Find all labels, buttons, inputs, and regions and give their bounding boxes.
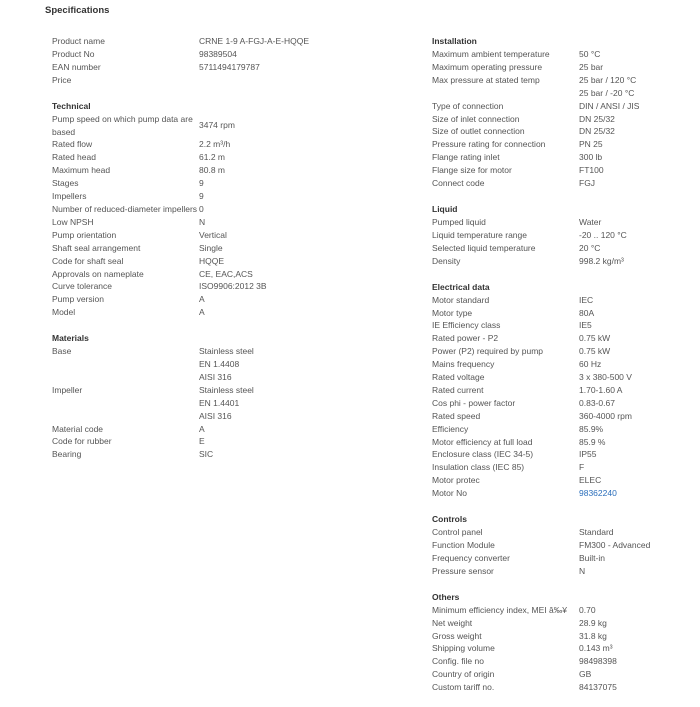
spec-value-line: Standard — [579, 527, 614, 538]
spec-value — [579, 113, 692, 126]
spec-value — [579, 617, 692, 630]
spec-row — [432, 177, 692, 190]
spec-label: Low NPSH — [52, 216, 94, 227]
spec-value-line: N — [199, 216, 206, 227]
spec-row — [52, 61, 352, 74]
spec-value-line: 61.2 m — [199, 152, 225, 163]
spec-label: Product No — [52, 48, 95, 59]
spec-row — [432, 216, 692, 229]
spec-value-line: F — [579, 462, 585, 473]
spec-value-line: SIC — [199, 449, 214, 460]
spec-value-line: DN 25/32 — [579, 113, 615, 124]
spec-value — [199, 164, 352, 177]
spec-row — [432, 487, 692, 500]
spec-value-line: FM300 - Advanced — [579, 540, 651, 550]
section-header-liquid: Liquid — [432, 203, 458, 214]
spec-value — [579, 655, 692, 668]
spec-value — [579, 630, 692, 643]
spec-value-line: IEC — [579, 294, 594, 305]
spec-label: IE Efficiency class — [432, 320, 501, 331]
spec-row — [432, 642, 692, 655]
spec-row — [52, 113, 352, 139]
spec-value-line: Water — [579, 216, 602, 227]
spec-row — [432, 526, 692, 539]
spec-label: Curve tolerance — [52, 281, 113, 292]
spec-value-line: PN 25 — [579, 139, 603, 150]
spec-label: Stages — [52, 178, 79, 189]
spec-row — [432, 255, 692, 268]
spec-row — [432, 617, 692, 630]
right-spec-column — [432, 35, 692, 707]
spec-value — [579, 436, 692, 449]
spec-label: Rated power - P2 — [432, 333, 499, 344]
spec-label: EAN number — [52, 61, 101, 72]
spec-value-line: 0 — [199, 203, 204, 214]
spec-label: Size of inlet connection — [432, 113, 520, 124]
spec-row — [52, 48, 352, 61]
spec-value-line: 3474 rpm — [199, 120, 235, 131]
spec-row — [432, 113, 692, 126]
spec-label: Liquid temperature range — [432, 229, 527, 240]
spec-row — [432, 61, 692, 74]
spec-value — [199, 448, 352, 461]
spec-row — [432, 358, 692, 371]
spec-row — [52, 164, 352, 177]
spec-row — [52, 203, 352, 216]
spec-row — [432, 319, 692, 332]
spec-label: Maximum ambient temperature — [432, 49, 550, 59]
spec-label: Product name — [52, 36, 105, 46]
spec-value — [199, 190, 352, 203]
spec-value-line: 0.75 kW — [579, 346, 611, 357]
spec-label: Motor No — [432, 488, 467, 499]
spec-value-line: Vertical — [199, 229, 227, 240]
spec-label: Type of connection — [432, 100, 504, 111]
spec-value-line: 84137075 — [579, 682, 617, 693]
spec-row — [52, 216, 352, 229]
spec-label: Motor standard — [432, 294, 490, 305]
spec-value — [579, 74, 692, 100]
section-header-technical: Technical — [52, 100, 91, 111]
section-header-installation: Installation — [432, 36, 477, 46]
spec-label: Rated current — [432, 384, 484, 395]
spec-value — [199, 345, 352, 384]
spec-value-line: 25 bar / 120 °C — [579, 74, 637, 85]
spec-value — [199, 113, 352, 139]
spec-row — [52, 190, 352, 203]
spec-value — [199, 229, 352, 242]
spec-value — [579, 307, 692, 320]
spec-value-line: HQQE — [199, 255, 225, 266]
page-title: Specifications — [45, 5, 110, 16]
spec-value-line: CE, EAC,ACS — [199, 268, 253, 279]
spec-value-line: 85.9 % — [579, 436, 606, 447]
spec-value-line: FT100 — [579, 165, 604, 176]
spec-label: Shaft seal arrangement — [52, 242, 141, 253]
spec-value — [579, 151, 692, 164]
spec-row — [432, 100, 692, 113]
spec-label: Enclosure class (IEC 34-5) — [432, 449, 534, 460]
spec-label: Insulation class (IEC 85) — [432, 462, 525, 473]
spec-value-line: 0.83-0.67 — [579, 397, 615, 408]
spec-value — [199, 177, 352, 190]
spec-value-line: 0.75 kW — [579, 333, 611, 344]
spec-value-line: 300 lb — [579, 152, 603, 163]
spec-value — [579, 164, 692, 177]
spec-value-line: N — [579, 565, 586, 576]
left-spec-column — [52, 35, 352, 474]
spec-value — [579, 423, 692, 436]
spec-value — [199, 74, 352, 87]
spec-value-line: EN 1.4401 — [199, 397, 240, 408]
spec-label: Maximum operating pressure — [432, 61, 543, 72]
spec-value — [199, 293, 352, 306]
spec-value — [579, 294, 692, 307]
spec-value — [579, 177, 692, 190]
spec-label: Frequency converter — [432, 552, 510, 563]
spec-value-line: 9 — [199, 178, 204, 189]
spec-label: Control panel — [432, 527, 483, 538]
spec-label: Flange size for motor — [432, 165, 512, 176]
spec-row — [432, 164, 692, 177]
spec-value-line: 85.9% — [579, 423, 604, 434]
spec-value-line: 25 bar / -20 °C — [579, 87, 635, 98]
spec-label: Motor type — [432, 307, 473, 318]
spec-row — [52, 151, 352, 164]
spec-label: Function Module — [432, 540, 495, 550]
section-liquid — [432, 203, 692, 268]
spec-value-line: 20 °C — [579, 242, 601, 253]
spec-label: Country of origin — [432, 669, 495, 680]
spec-label: Efficiency — [432, 423, 469, 434]
spec-row — [432, 604, 692, 617]
spec-row — [52, 229, 352, 242]
spec-value — [199, 242, 352, 255]
spec-value — [579, 526, 692, 539]
spec-row — [432, 655, 692, 668]
spec-label: Impellers — [52, 191, 87, 202]
spec-row — [52, 448, 352, 461]
spec-value — [579, 384, 692, 397]
spec-row — [432, 552, 692, 565]
spec-label: Maximum head — [52, 165, 111, 176]
spec-row — [432, 332, 692, 345]
spec-value — [579, 216, 692, 229]
spec-value — [579, 319, 692, 332]
spec-row — [52, 268, 352, 281]
section-header-materials: Materials — [52, 333, 89, 344]
spec-label: Power (P2) required by pump — [432, 346, 544, 357]
spec-value — [199, 151, 352, 164]
spec-label: Pressure rating for connection — [432, 139, 546, 150]
spec-row — [432, 371, 692, 384]
spec-label: Pressure sensor — [432, 565, 494, 576]
spec-value-line: 9 — [199, 191, 204, 202]
section-technical — [52, 100, 352, 320]
spec-row — [432, 474, 692, 487]
spec-value-line: 80.8 m — [199, 165, 225, 176]
spec-value-line: 5711494179787 — [199, 61, 260, 72]
spec-value — [579, 565, 692, 578]
spec-row — [432, 307, 692, 320]
spec-value — [199, 384, 352, 423]
spec-label: Material code — [52, 423, 104, 434]
spec-label: Connect code — [432, 178, 485, 189]
spec-value — [199, 48, 352, 61]
section-header-electrical: Electrical data — [432, 281, 490, 292]
section-others — [432, 591, 692, 694]
spec-label: Minimum efficiency index, MEI â‰¥ — [432, 604, 567, 615]
spec-row — [52, 293, 352, 306]
spec-value-line: Stainless steel — [199, 346, 254, 357]
spec-value — [199, 61, 352, 74]
spec-row — [52, 384, 352, 423]
section-header-others: Others — [432, 591, 460, 602]
spec-row — [432, 242, 692, 255]
spec-label: Motor efficiency at full load — [432, 436, 533, 447]
spec-label: Shipping volume — [432, 643, 495, 654]
spec-value-line: E — [199, 436, 205, 447]
spec-value-line: DN 25/32 — [579, 126, 615, 137]
spec-label: Pump orientation — [52, 229, 117, 240]
spec-row — [52, 35, 352, 48]
spec-value-line: 360-4000 rpm — [579, 410, 632, 421]
spec-label: Pump speed on which pump data are based — [52, 113, 193, 137]
spec-row — [432, 294, 692, 307]
spec-row — [52, 345, 352, 384]
spec-label: Code for rubber — [52, 436, 112, 447]
spec-row — [52, 74, 352, 87]
spec-row — [432, 229, 692, 242]
spec-value — [579, 138, 692, 151]
spec-value-line: 50 °C — [579, 49, 601, 59]
spec-row — [432, 138, 692, 151]
spec-value — [579, 242, 692, 255]
spec-label: Price — [52, 74, 72, 85]
spec-value — [579, 474, 692, 487]
spec-label: Bearing — [52, 449, 82, 460]
spec-value-line: DIN / ANSI / JIS — [579, 100, 640, 111]
spec-value-line: ELEC — [579, 475, 602, 486]
spec-value — [579, 61, 692, 74]
spec-value — [579, 552, 692, 565]
section-materials — [52, 332, 352, 461]
spec-value — [579, 487, 692, 500]
spec-value-line: FGJ — [579, 178, 596, 189]
spec-value-line: 3 x 380-500 V — [579, 372, 632, 383]
spec-row — [52, 255, 352, 268]
spec-value-line: -20 .. 120 °C — [579, 229, 627, 240]
spec-label: Model — [52, 307, 76, 318]
spec-value — [579, 642, 692, 655]
spec-row — [432, 565, 692, 578]
spec-value-line: 80A — [579, 307, 595, 318]
spec-value-line: ISO9906:2012 3B — [199, 281, 267, 292]
spec-label: Base — [52, 346, 72, 357]
spec-value-line: AISI 316 — [199, 371, 232, 382]
spec-value-line: A — [199, 307, 205, 318]
spec-label: Density — [432, 255, 461, 266]
spec-row — [432, 630, 692, 643]
spec-row — [432, 345, 692, 358]
spec-row — [432, 74, 692, 100]
spec-label: Net weight — [432, 617, 473, 628]
spec-label: Flange rating inlet — [432, 152, 500, 163]
spec-label: Pumped liquid — [432, 216, 486, 227]
section-header-controls: Controls — [432, 514, 467, 525]
spec-value-line: 60 Hz — [579, 359, 602, 370]
spec-row — [52, 423, 352, 436]
spec-row — [52, 242, 352, 255]
spec-value-line: GB — [579, 669, 592, 680]
spec-label: Approvals on nameplate — [52, 268, 144, 279]
spec-value — [579, 100, 692, 113]
spec-row — [432, 397, 692, 410]
spec-value-line: Single — [199, 242, 223, 253]
spec-value-line: Stainless steel — [199, 384, 254, 395]
spec-label: Gross weight — [432, 630, 482, 641]
spec-value-line: A — [199, 294, 205, 305]
spec-value — [199, 138, 352, 151]
spec-label: Selected liquid temperature — [432, 242, 536, 253]
section-installation — [432, 35, 692, 190]
spec-value — [579, 604, 692, 617]
spec-label: Pump version — [52, 294, 104, 305]
spec-value — [579, 358, 692, 371]
spec-label: Motor protec — [432, 475, 480, 486]
spec-value — [199, 435, 352, 448]
spec-row — [432, 423, 692, 436]
spec-label: Impeller — [52, 384, 83, 395]
spec-value-line: EN 1.4408 — [199, 359, 240, 370]
spec-value — [199, 306, 352, 319]
section-general — [52, 35, 352, 87]
spec-label: Config. file no — [432, 656, 484, 667]
spec-row — [432, 384, 692, 397]
spec-row — [432, 125, 692, 138]
spec-row — [52, 306, 352, 319]
spec-value — [199, 35, 352, 48]
spec-value — [579, 668, 692, 681]
spec-label: Rated head — [52, 152, 96, 163]
spec-label: Rated speed — [432, 410, 481, 421]
spec-value — [579, 681, 692, 694]
spec-value-line: 98498398 — [579, 656, 617, 667]
spec-value — [579, 345, 692, 358]
spec-value-line: 28.9 kg — [579, 617, 607, 628]
spec-value — [199, 423, 352, 436]
spec-value — [579, 255, 692, 268]
spec-value — [199, 216, 352, 229]
spec-row — [52, 435, 352, 448]
spec-value-line: IE5 — [579, 320, 592, 331]
spec-value — [199, 255, 352, 268]
spec-value-line: 998.2 kg/m³ — [579, 255, 624, 266]
spec-value — [579, 371, 692, 384]
spec-value — [579, 461, 692, 474]
spec-row — [432, 48, 692, 61]
spec-value — [579, 332, 692, 345]
spec-value-line: 98389504 — [199, 48, 237, 59]
spec-value — [199, 203, 352, 216]
spec-label: Mains frequency — [432, 359, 495, 370]
spec-row — [432, 151, 692, 164]
spec-value-line: A — [199, 423, 205, 434]
spec-row — [432, 448, 692, 461]
spec-value — [199, 268, 352, 281]
section-electrical — [432, 281, 692, 501]
spec-row — [52, 138, 352, 151]
spec-label: Rated flow — [52, 139, 93, 150]
spec-row — [432, 436, 692, 449]
spec-value-line: 2.2 m³/h — [199, 139, 231, 150]
spec-row — [432, 461, 692, 474]
spec-label: Size of outlet connection — [432, 126, 525, 137]
spec-row — [52, 280, 352, 293]
spec-label: Cos phi - power factor — [432, 397, 516, 408]
spec-value-line: Built-in — [579, 552, 605, 563]
spec-value — [199, 280, 352, 293]
spec-row — [432, 681, 692, 694]
spec-value — [579, 229, 692, 242]
spec-row — [432, 539, 692, 552]
spec-label: Number of reduced-diameter impellers — [52, 203, 198, 214]
spec-label: Code for shaft seal — [52, 255, 124, 266]
spec-value-line: AISI 316 — [199, 410, 232, 421]
spec-value-line: IP55 — [579, 449, 597, 460]
spec-value-line: 0.70 — [579, 604, 596, 615]
spec-value — [579, 125, 692, 138]
spec-row — [432, 668, 692, 681]
spec-value — [579, 539, 692, 552]
spec-label: Max pressure at stated temp — [432, 74, 540, 85]
spec-value-line: 25 bar — [579, 61, 604, 72]
spec-value-link[interactable]: 98362240 — [579, 488, 617, 499]
spec-value — [579, 448, 692, 461]
spec-row — [432, 410, 692, 423]
spec-value-line: CRNE 1-9 A-FGJ-A-E-HQQE — [199, 36, 310, 46]
spec-value — [579, 48, 692, 61]
spec-value-line: 31.8 kg — [579, 630, 607, 641]
section-controls — [432, 513, 692, 578]
spec-value — [579, 397, 692, 410]
spec-label: Rated voltage — [432, 372, 485, 383]
spec-label: Custom tariff no. — [432, 682, 495, 693]
spec-value-line: 1.70-1.60 A — [579, 384, 623, 395]
spec-value — [579, 410, 692, 423]
spec-value-line: 0.143 m³ — [579, 643, 613, 654]
spec-row — [52, 177, 352, 190]
